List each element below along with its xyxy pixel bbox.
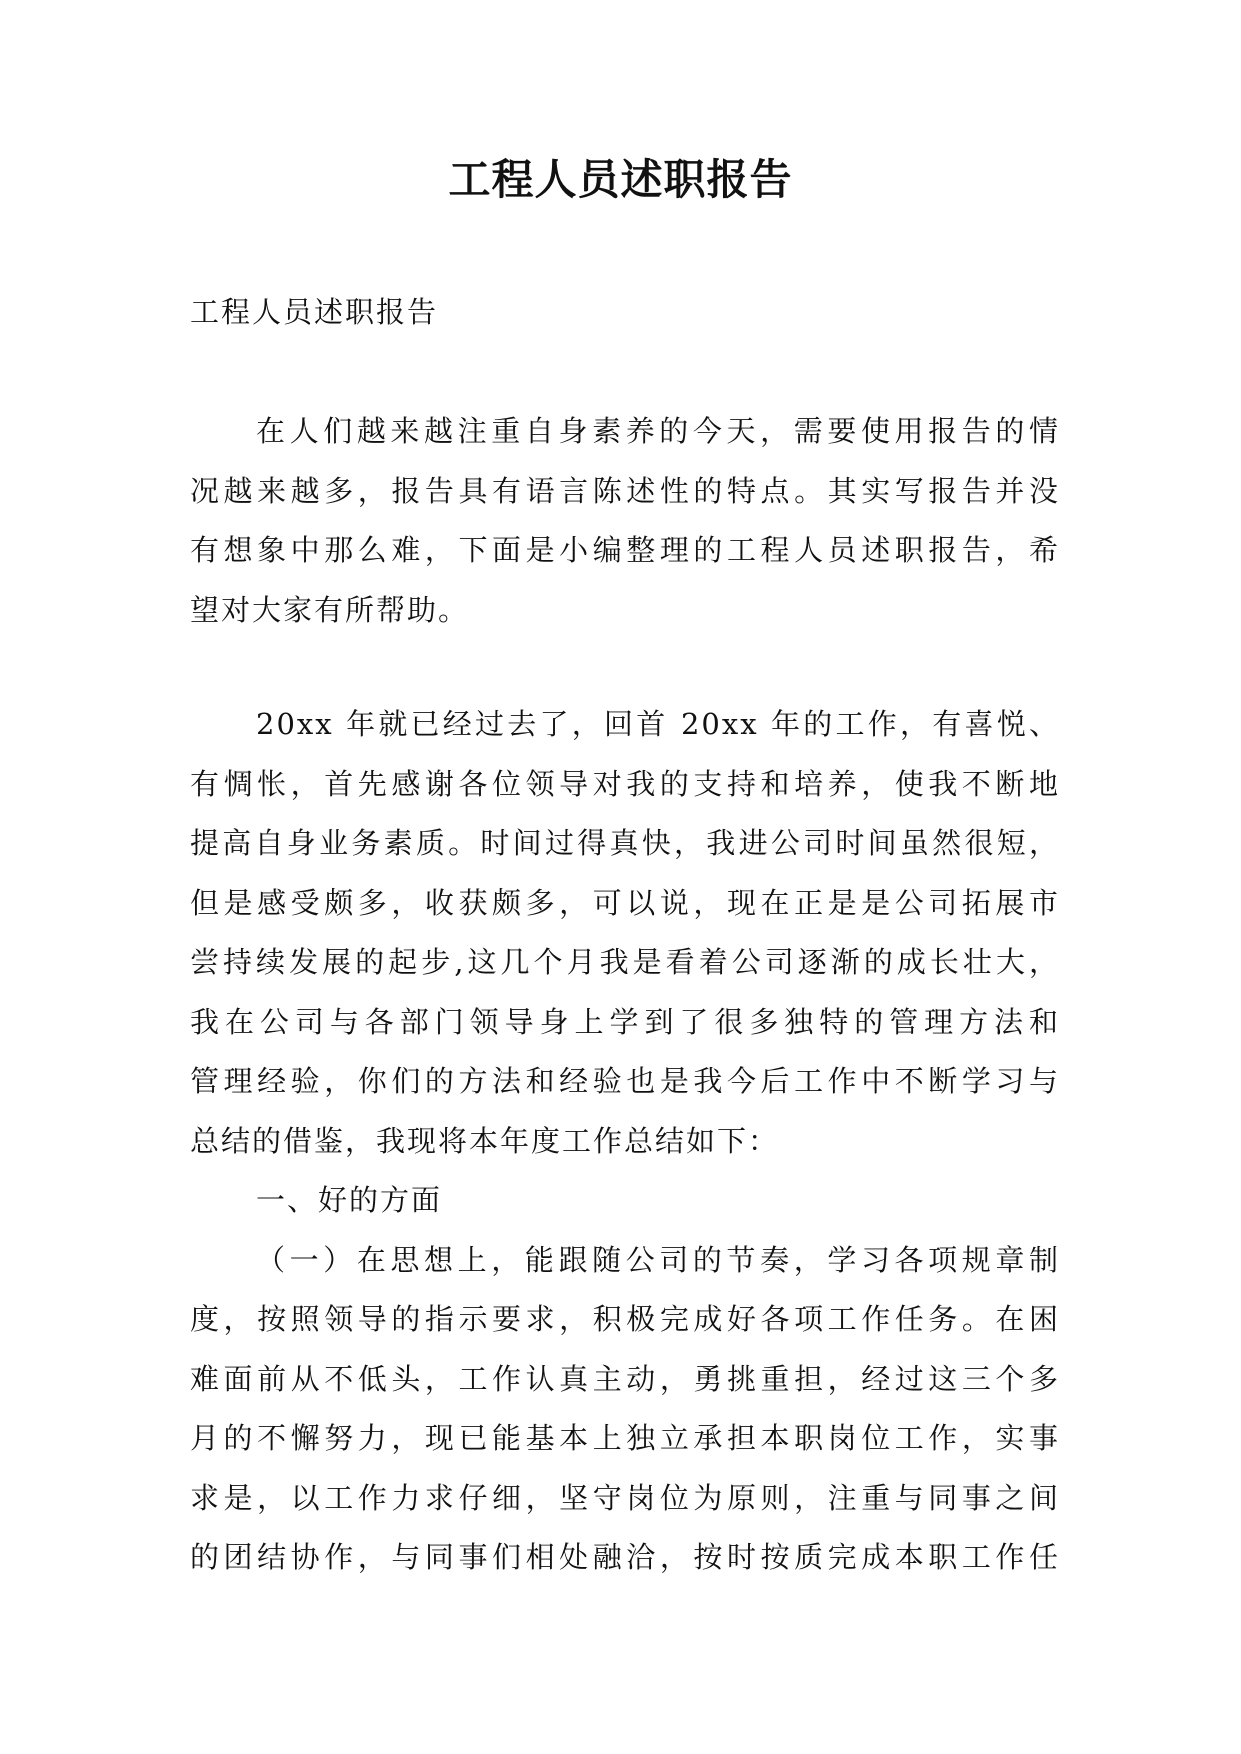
paragraph-line: 但是感受颇多，收获颇多，可以说，现在正是是公司拓展市 bbox=[190, 885, 1060, 920]
document-title: 工程人员述职报告 bbox=[448, 155, 793, 204]
paragraph-line: 难面前从不低头，工作认真主动，勇挑重担，经过这三个多 bbox=[190, 1361, 1060, 1396]
paragraph-line: 尝持续发展的起步,这几个月我是看着公司逐渐的成长壮大， bbox=[190, 945, 1060, 979]
document-subtitle: 工程人员述职报告 bbox=[190, 295, 439, 329]
paragraph-line: 提高自身业务素质。时间过得真快，我进公司时间虽然很短， bbox=[190, 826, 1060, 860]
paragraph-line: 望对大家有所帮助。 bbox=[190, 592, 470, 627]
section-heading: 一、好的方面 bbox=[256, 1183, 443, 1217]
paragraph-line: 求是，以工作力求仔细，坚守岗位为原则，注重与同事之间 bbox=[190, 1480, 1060, 1515]
paragraph-line: 总结的借鉴，我现将本年度工作总结如下： bbox=[190, 1123, 780, 1158]
paragraph-line: 月的不懈努力，现已能基本上独立承担本职岗位工作，实事 bbox=[190, 1421, 1060, 1455]
intro-paragraph bbox=[190, 402, 1060, 640]
paragraph-line: 管理经验，你们的方法和经验也是我今后工作中不断学习与 bbox=[190, 1064, 1060, 1098]
paragraph-line: 20xx 年就已经过去了，回首 20xx 年的工作，有喜悦、 bbox=[256, 707, 1060, 741]
paragraph-line: 的团结协作，与同事们相处融洽，按时按质完成本职工作任 bbox=[190, 1540, 1060, 1574]
paragraph-line: 我在公司与各部门领导身上学到了很多独特的管理方法和 bbox=[190, 1004, 1060, 1039]
paragraph-line: 况越来越多，报告具有语言陈述性的特点。其实写报告并没 bbox=[190, 473, 1060, 508]
paragraph-line: 有想象中那么难，下面是小编整理的工程人员述职报告，希 bbox=[190, 533, 1060, 567]
paragraph-line: （一）在思想上，能跟随公司的节奏，学习各项规章制 bbox=[256, 1242, 1060, 1277]
body-paragraph bbox=[190, 695, 1060, 1588]
paragraph-line: 在人们越来越注重自身素养的今天，需要使用报告的情 bbox=[256, 414, 1060, 448]
paragraph-line: 有惆怅，首先感谢各位领导对我的支持和培养，使我不断地 bbox=[190, 766, 1060, 801]
paragraph-line: 度，按照领导的指示要求，积极完成好各项工作任务。在困 bbox=[190, 1302, 1060, 1336]
